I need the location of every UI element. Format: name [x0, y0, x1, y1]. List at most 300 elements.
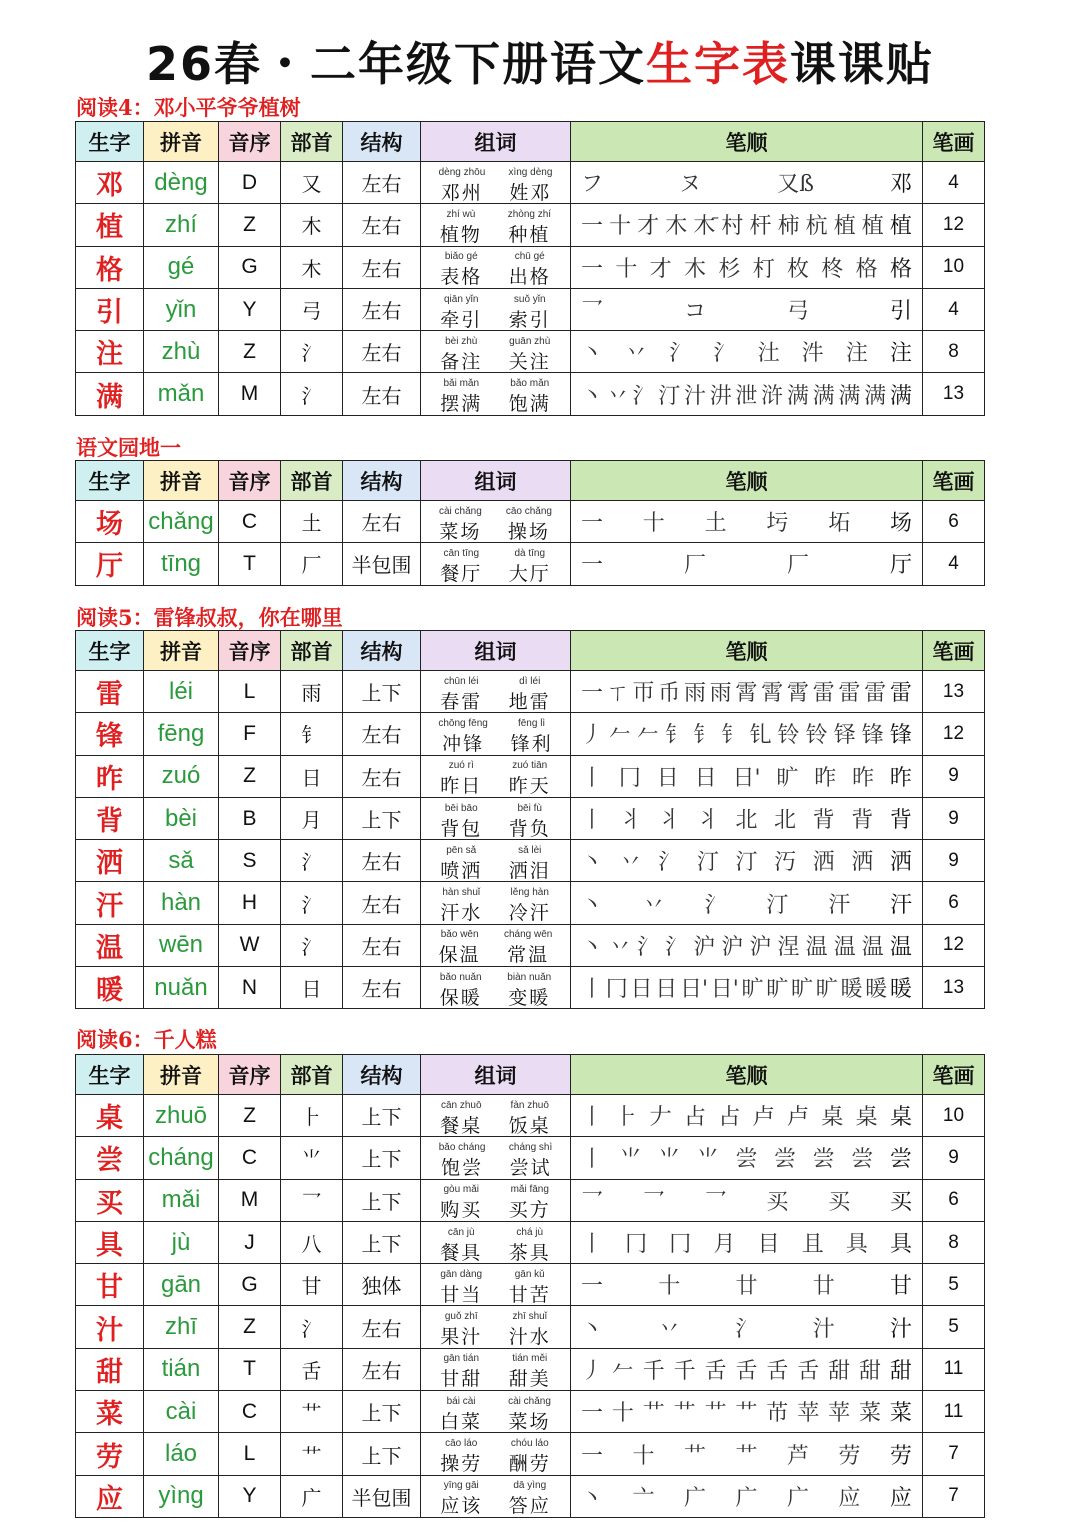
pinyin-cell: tīng	[144, 543, 219, 585]
header-pinyin: 拼音	[144, 1055, 219, 1095]
word-item	[508, 168, 552, 203]
words-wrap	[421, 1392, 570, 1432]
word-item	[440, 549, 482, 584]
header-yinxu: 音序	[219, 461, 281, 501]
radical-cell: 氵	[281, 373, 343, 415]
header-yinxu: 音序	[219, 1055, 281, 1095]
word-item	[509, 1270, 551, 1305]
word-pinyin: cān zhuō	[440, 1099, 482, 1111]
word-text: 甘苦	[508, 1283, 551, 1306]
character-cell: 洒	[76, 840, 144, 882]
word-pinyin: pēn sǎ	[446, 844, 477, 856]
stroke-step: 尝	[851, 1147, 874, 1173]
stroke-step: 满	[812, 383, 835, 409]
word-text: 备注	[440, 350, 483, 373]
stroke-sequence	[571, 379, 922, 410]
character-cell: 引	[76, 288, 144, 330]
word-text: 春雷	[440, 690, 483, 713]
word-item	[440, 295, 482, 330]
words-cell	[421, 1179, 571, 1221]
structure-cell: 左右	[343, 713, 421, 755]
stroke-step: 厅	[889, 553, 912, 579]
stroke-step: 才	[637, 214, 660, 240]
word-item	[508, 210, 551, 245]
pinyin-cell: yìng	[144, 1475, 219, 1517]
word-pinyin: chóu láo	[510, 1438, 549, 1450]
structure-cell: 半包围	[343, 1475, 421, 1517]
header-bishun: 笔顺	[571, 631, 923, 671]
stroke-step: 十	[609, 214, 632, 240]
pinyin-cell: tián	[144, 1348, 219, 1390]
stroke-count-cell: 9	[923, 840, 985, 882]
word-text: 饱满	[508, 393, 551, 416]
header-jiegou: 结构	[343, 461, 421, 501]
word-text: 购买	[440, 1199, 483, 1222]
structure-cell: 左右	[343, 967, 421, 1009]
header-yinxu: 音序	[219, 122, 281, 162]
word-pinyin: cān jù	[447, 1226, 475, 1238]
word-text: 植物	[439, 223, 482, 246]
stroke-step: 弓	[786, 299, 809, 325]
stroke-order-cell	[571, 288, 923, 330]
stroke-order-cell	[571, 840, 923, 882]
stroke-step: 且	[801, 1232, 824, 1258]
stroke-step: 又ß	[777, 172, 814, 198]
word-pinyin: cài chǎng	[508, 1395, 551, 1407]
words-wrap	[421, 1307, 570, 1347]
stroke-step: 满	[786, 383, 809, 409]
char-row	[76, 1433, 985, 1475]
stroke-step: 温	[833, 934, 856, 960]
stroke-sequence	[571, 1142, 922, 1173]
stroke-step: 月	[713, 1232, 736, 1258]
stroke-step: 劳	[889, 1443, 912, 1469]
stroke-step: 植	[833, 214, 856, 240]
stroke-step: 温	[805, 934, 828, 960]
word-text: 喷洒	[440, 859, 483, 882]
stroke-step: 冂	[625, 1232, 648, 1258]
stroke-step: 占	[683, 1105, 706, 1131]
pinyin-cell: yǐn	[144, 288, 219, 330]
radical-cell: 日	[281, 755, 343, 797]
word-pinyin: bǎi mǎn	[443, 378, 480, 390]
stroke-step: 汁	[683, 383, 706, 409]
stroke-order-cell	[571, 882, 923, 924]
stroke-order-cell	[571, 501, 923, 543]
stroke-step: 日'	[710, 977, 739, 1003]
yinxu-cell: M	[219, 1179, 281, 1221]
stroke-step: 朾	[752, 256, 775, 282]
section-title: 阅读4：邓小平爷爷植树	[76, 95, 301, 120]
stroke-step: ヌ	[679, 172, 702, 198]
stroke-step: 甜	[859, 1358, 882, 1384]
word-item	[440, 888, 482, 923]
character-cell: 汁	[76, 1306, 144, 1348]
word-pinyin: bǎo nuǎn	[439, 971, 482, 983]
stroke-step: 氵	[704, 892, 727, 918]
stroke-step: 廿	[735, 1274, 758, 1300]
section-title: 阅读5：雷锋叔叔，你在哪里	[76, 605, 343, 630]
structure-cell: 左右	[343, 882, 421, 924]
words-wrap	[421, 756, 570, 796]
yinxu-cell: L	[219, 671, 281, 713]
word-item	[509, 1354, 551, 1389]
stroke-order-cell	[571, 1095, 923, 1137]
stroke-count-cell: 6	[923, 501, 985, 543]
structure-cell: 左右	[343, 1348, 421, 1390]
yinxu-cell: T	[219, 1348, 281, 1390]
words-cell	[421, 1475, 571, 1517]
stroke-step: 满	[838, 383, 861, 409]
stroke-step: 汀	[766, 892, 789, 918]
structure-cell: 左右	[343, 204, 421, 246]
word-pinyin: dà tīng	[514, 547, 546, 559]
stroke-step: 舌	[766, 1358, 789, 1384]
word-text: 变暖	[508, 986, 551, 1009]
stroke-order-cell	[571, 204, 923, 246]
stroke-sequence	[571, 1312, 922, 1343]
word-text: 酬劳	[508, 1453, 551, 1476]
stroke-step: 厂	[786, 553, 809, 579]
stroke-step: 汁	[812, 1316, 835, 1342]
stroke-step: 丨	[581, 808, 604, 834]
stroke-sequence	[571, 803, 922, 834]
stroke-step: 苹	[797, 1401, 820, 1427]
stroke-step: 一	[581, 553, 604, 579]
stroke-step: 广	[683, 1485, 706, 1511]
stroke-sequence	[571, 972, 922, 1003]
header-shengzi: 生字	[76, 461, 144, 501]
stroke-count-cell: 6	[923, 882, 985, 924]
word-text: 昨日	[440, 775, 483, 798]
header-row	[76, 461, 985, 501]
char-table	[75, 1054, 985, 1518]
header-bihua: 笔画	[923, 122, 985, 162]
radical-cell: 氵	[281, 331, 343, 373]
char-row	[76, 797, 985, 839]
yinxu-cell: Z	[219, 1306, 281, 1348]
word-pinyin: bēi bāo	[444, 802, 478, 814]
radical-cell: 氵	[281, 882, 343, 924]
stroke-step: 劳	[838, 1443, 861, 1469]
stroke-step: 汅	[774, 850, 797, 876]
stroke-step: 氵	[713, 341, 736, 367]
header-zuci: 组词	[421, 461, 571, 501]
words-wrap	[421, 374, 570, 414]
char-row	[76, 373, 985, 415]
stroke-step: 温	[889, 934, 912, 960]
stroke-step: 𠂉	[609, 723, 632, 749]
yinxu-cell: N	[219, 967, 281, 1009]
word-text: 汗水	[440, 902, 483, 925]
stroke-count-cell: 13	[923, 967, 985, 1009]
word-pinyin: bái cài	[446, 1395, 476, 1407]
stroke-step: 洒	[812, 850, 835, 876]
word-text: 餐厅	[440, 562, 483, 585]
structure-cell: 左右	[343, 755, 421, 797]
word-pinyin: guān zhù	[509, 335, 551, 347]
stroke-step: 桌	[855, 1105, 878, 1131]
stroke-step: 雨	[683, 681, 706, 707]
stroke-step: 十	[615, 256, 638, 282]
stroke-step: 𠂉	[611, 1358, 634, 1384]
stroke-step: 枚	[786, 256, 809, 282]
stroke-order-cell	[571, 246, 923, 288]
words-wrap	[421, 1476, 570, 1516]
yinxu-cell: Z	[219, 204, 281, 246]
stroke-step: 杉	[718, 256, 741, 282]
stroke-step: 铎	[833, 723, 856, 749]
stroke-step: 沪	[749, 934, 772, 960]
word-text: 锋利	[510, 732, 553, 755]
stroke-sequence	[571, 718, 922, 749]
stroke-count-cell: 4	[923, 543, 985, 585]
word-text: 菜场	[508, 1410, 551, 1433]
words-wrap	[421, 1138, 570, 1178]
stroke-order-cell	[571, 331, 923, 373]
stroke-step: 买	[828, 1189, 851, 1215]
word-text: 背负	[508, 817, 551, 840]
character-cell: 注	[76, 331, 144, 373]
word-pinyin: suǒ yǐn	[513, 293, 546, 305]
stroke-sequence	[571, 1481, 922, 1512]
structure-cell: 上下	[343, 671, 421, 713]
words-cell	[421, 1433, 571, 1475]
structure-cell: 左右	[343, 840, 421, 882]
char-row	[76, 1264, 985, 1306]
word-pinyin: lěng hàn	[510, 887, 549, 899]
word-pinyin: gòu mǎi	[443, 1184, 480, 1196]
stroke-count-cell: 8	[923, 331, 985, 373]
stroke-step: 亠	[632, 1485, 655, 1511]
stroke-count-cell: 7	[923, 1475, 985, 1517]
header-bishun: 笔顺	[571, 122, 923, 162]
stroke-step: 𠂇	[649, 1105, 672, 1131]
stroke-step: 植	[889, 214, 912, 240]
stroke-step: 汗	[889, 892, 912, 918]
page-title: 26春・二年级下册语文生字表课课贴	[145, 37, 934, 91]
structure-cell: 上下	[343, 1137, 421, 1179]
radical-cell: 八	[281, 1221, 343, 1263]
pinyin-cell: gān	[144, 1264, 219, 1306]
stroke-step: 背	[889, 808, 912, 834]
word-pinyin: chōng fēng	[438, 717, 488, 729]
char-row	[76, 1348, 985, 1390]
yinxu-cell: Z	[219, 755, 281, 797]
stroke-sequence	[571, 167, 922, 198]
char-row	[76, 713, 985, 755]
stroke-sequence	[571, 506, 922, 537]
header-bishun: 笔顺	[571, 461, 923, 501]
stroke-step: 甜	[889, 1358, 912, 1384]
stroke-step: 一	[581, 214, 604, 240]
stroke-step: 氵	[637, 934, 660, 960]
stroke-step: 应	[838, 1485, 861, 1511]
stroke-step: 雷	[812, 681, 835, 707]
word-item	[511, 719, 553, 754]
word-pinyin: bǎo mǎn	[510, 378, 550, 390]
stroke-sequence	[571, 548, 922, 579]
pinyin-cell: dèng	[144, 162, 219, 204]
yinxu-cell: Y	[219, 1475, 281, 1517]
char-row	[76, 501, 985, 543]
word-pinyin: chá jù	[516, 1226, 544, 1238]
structure-cell: 左右	[343, 331, 421, 373]
words-cell	[421, 967, 571, 1009]
words-wrap	[421, 714, 570, 754]
words-cell	[421, 1348, 571, 1390]
yinxu-cell: J	[219, 1221, 281, 1263]
character-cell: 满	[76, 373, 144, 415]
character-cell: 甜	[76, 1348, 144, 1390]
stroke-step: 丷	[606, 383, 629, 409]
stroke-step: 买	[766, 1189, 789, 1215]
stroke-step: 丨	[581, 977, 604, 1003]
stroke-step: 乛	[704, 1189, 727, 1215]
stroke-step: 浒	[761, 383, 784, 409]
stroke-step: 注	[889, 341, 912, 367]
stroke-step: 尝	[774, 1147, 797, 1173]
word-item	[440, 804, 482, 839]
char-table	[75, 460, 985, 586]
yinxu-cell: Z	[219, 331, 281, 373]
words-wrap	[421, 1180, 570, 1220]
section-title: 阅读6：千人糕	[76, 1027, 217, 1052]
stroke-step: 艹	[735, 1443, 758, 1469]
stroke-count-cell: 12	[923, 713, 985, 755]
stroke-count-cell: 12	[923, 924, 985, 966]
words-wrap	[421, 502, 570, 542]
stroke-step: 艹	[683, 1443, 706, 1469]
char-row	[76, 204, 985, 246]
stroke-sequence	[571, 1100, 922, 1131]
character-cell: 邓	[76, 162, 144, 204]
word-text: 牵引	[440, 308, 483, 331]
stroke-step: 杆	[749, 214, 772, 240]
stroke-step: 一	[581, 681, 604, 707]
words-wrap	[421, 544, 570, 584]
stroke-step: 丶	[581, 341, 604, 367]
word-item	[509, 1143, 552, 1178]
stroke-step: 背	[812, 808, 835, 834]
stroke-sequence	[571, 1185, 922, 1216]
stroke-order-cell	[571, 797, 923, 839]
words-wrap	[421, 1265, 570, 1305]
character-cell: 劳	[76, 1433, 144, 1475]
stroke-step: 丨	[581, 1147, 604, 1173]
word-item	[509, 379, 551, 414]
stroke-count-cell: 12	[923, 204, 985, 246]
word-item	[440, 761, 482, 796]
stroke-step: 木̄	[693, 214, 716, 240]
stroke-order-cell	[571, 1264, 923, 1306]
stroke-step: 铃	[805, 723, 828, 749]
word-text: 种植	[508, 223, 551, 246]
word-text: 冲锋	[442, 732, 485, 755]
stroke-step: 日	[694, 765, 717, 791]
stroke-step: 满	[889, 383, 912, 409]
word-item	[440, 846, 482, 881]
stroke-step: ⺊	[615, 1105, 638, 1131]
word-item	[439, 1143, 486, 1178]
word-pinyin: bǎo cháng	[438, 1141, 486, 1153]
word-pinyin: zhòng zhí	[507, 208, 552, 220]
word-text: 应该	[440, 1495, 483, 1518]
word-item	[507, 973, 551, 1008]
word-pinyin: bèi zhù	[445, 335, 478, 347]
radical-cell: ⺌	[281, 1137, 343, 1179]
stroke-step: 菜	[889, 1401, 912, 1427]
words-wrap	[421, 968, 570, 1008]
stroke-step: 涅	[777, 934, 800, 960]
stroke-step: 暖	[840, 977, 863, 1003]
stroke-step: 氵	[632, 383, 655, 409]
word-item	[508, 1397, 551, 1432]
radical-cell: 甘	[281, 1264, 343, 1306]
word-pinyin: cāo láo	[445, 1438, 478, 1450]
word-text: 出格	[508, 266, 551, 289]
stroke-order-cell	[571, 755, 923, 797]
stroke-step: ⺌	[696, 1147, 719, 1173]
stroke-step: 格	[855, 256, 878, 282]
stroke-step: 丬	[658, 808, 681, 834]
character-cell: 植	[76, 204, 144, 246]
radical-cell: 月	[281, 797, 343, 839]
char-row	[76, 288, 985, 330]
stroke-step: 雨	[709, 681, 732, 707]
char-row	[76, 1475, 985, 1517]
word-pinyin: fàn zhuō	[510, 1099, 549, 1111]
stroke-step: ㄒ	[606, 681, 629, 707]
stroke-step: 丷	[658, 1316, 681, 1342]
words-wrap	[421, 1096, 570, 1136]
structure-cell: 左右	[343, 924, 421, 966]
stroke-count-cell: 10	[923, 246, 985, 288]
structure-cell: 半包围	[343, 543, 421, 585]
yinxu-cell: G	[219, 1264, 281, 1306]
radical-cell: 木	[281, 204, 343, 246]
word-pinyin: guǒ zhī	[444, 1311, 478, 1323]
stroke-step: 格	[889, 256, 912, 282]
word-item	[440, 1439, 482, 1474]
char-row	[76, 1391, 985, 1433]
char-row	[76, 671, 985, 713]
structure-cell: 左右	[343, 373, 421, 415]
word-item	[506, 507, 552, 542]
stroke-step: 尝	[889, 1147, 912, 1173]
word-text: 餐具	[440, 1241, 483, 1264]
character-cell: 锋	[76, 713, 144, 755]
pinyin-cell: cài	[144, 1391, 219, 1433]
pinyin-cell: bèi	[144, 797, 219, 839]
structure-cell: 上下	[343, 1221, 421, 1263]
header-bushou: 部首	[281, 461, 343, 501]
stroke-step: 丶	[581, 934, 604, 960]
radical-cell: 钅	[281, 713, 343, 755]
char-row	[76, 331, 985, 373]
word-text: 保暖	[439, 986, 482, 1009]
stroke-step: 丶	[581, 1485, 604, 1511]
word-item	[509, 761, 551, 796]
word-item	[440, 1185, 482, 1220]
word-item	[440, 1354, 482, 1389]
pinyin-cell: zhī	[144, 1306, 219, 1348]
pinyin-cell: zuó	[144, 755, 219, 797]
stroke-step: 北	[735, 808, 758, 834]
stroke-step: 一	[581, 256, 604, 282]
stroke-step: 汼	[801, 341, 824, 367]
stroke-step: 村	[721, 214, 744, 240]
